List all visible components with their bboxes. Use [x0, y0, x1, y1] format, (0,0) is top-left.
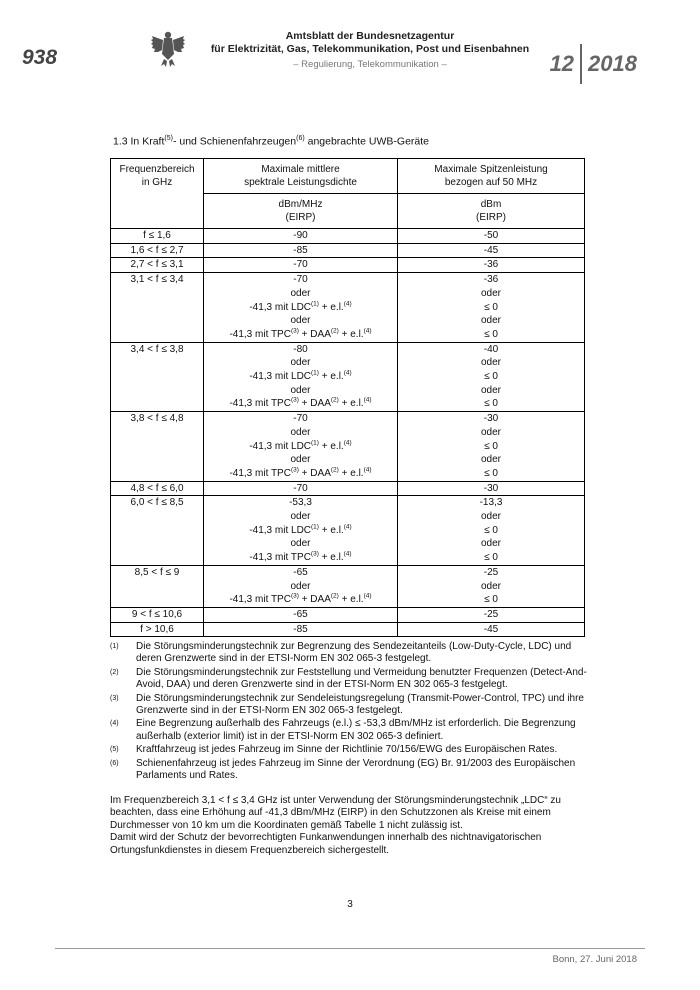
mean-power-line: -41,3 mit $LDC^{(1)} + e.l.^{(4)}$ [249, 439, 352, 452]
table-row [111, 622, 585, 637]
peak-power-line: -40 [483, 343, 499, 355]
peak-power-cell [398, 342, 585, 412]
mean-power-line: oder [290, 538, 311, 550]
footnote [110, 693, 590, 718]
mean-power-line: -70 [293, 274, 308, 286]
footnotes [110, 641, 590, 783]
mean-power-cell [204, 243, 398, 258]
frequency-cell: f > 10,6 [111, 622, 204, 637]
mean-power-line: -41,3 mit $LDC^{(1)} + e.l.^{(4)}$ [249, 523, 352, 536]
gazette-title: Amtsblatt der Bundesnetzagentur für Elektrizität, Gas, Telekommunikation, Post und Eisenbahnen [210, 30, 530, 55]
mean-power-line: -85 [293, 623, 308, 635]
peak-power-line: -25 [483, 608, 499, 620]
col-frequency-header: Frequenzbereich in GHz [111, 159, 204, 229]
uwb-limits-table [110, 158, 585, 637]
col-peak-header: Maximale Spitzenleistung bezogen auf 50 MHz [398, 159, 585, 194]
peak-power-line: ≤ 0 [484, 467, 498, 479]
mean-power-cell [204, 258, 398, 273]
footnote-marker: (6) [110, 759, 119, 767]
frequency-cell: 3,1 < f ≤ 3,4 [111, 273, 204, 343]
mean-power-line: -70 [293, 413, 308, 425]
mean-power-line: oder [290, 580, 311, 592]
issue-label [550, 44, 637, 84]
peak-power-cell [398, 243, 585, 258]
mean-power-line: -41,3 mit $TPC^{(3)} + DAA^{(2)} + e.l.^{(4)}$ [229, 592, 372, 606]
peak-power-line: -30 [483, 413, 499, 425]
mean-power-line: oder [290, 287, 311, 299]
footnote [110, 667, 590, 692]
table-row [111, 565, 585, 607]
mean-power-cell [204, 622, 398, 637]
peak-power-line: ≤ 0 [484, 594, 498, 606]
mean-power-line: -70 [293, 482, 308, 494]
peak-power-line: ≤ 0 [484, 301, 498, 313]
frequency-cell: f ≤ 1,6 [111, 229, 204, 244]
mean-power-cell [204, 273, 398, 343]
inner-page-number: 3 [347, 899, 353, 910]
peak-power-line: oder [480, 357, 501, 369]
frequency-cell: 1,6 < f ≤ 2,7 [111, 243, 204, 258]
mean-power-line: oder [290, 384, 311, 396]
mean-power-line: -41,3 mit $LDC^{(1)} + e.l.^{(4)}$ [249, 369, 352, 383]
footnote-marker: (1) [110, 643, 119, 650]
peak-power-line: -45 [483, 244, 499, 256]
peak-power-line: oder [480, 287, 501, 299]
frequency-cell: 3,8 < f ≤ 4,8 [111, 412, 204, 482]
mean-power-line: oder [290, 511, 311, 523]
peak-power-line: ≤ 0 [484, 371, 498, 383]
table-row [111, 258, 585, 273]
footnote-text: Die Störungsminderungstechnik zur Sendeleistungsregelung (Transmit-Power-Control, TPC) und ihre Grenzwerte sind in der ETSI-Norm EN 302 065-3 festgelegt. [136, 692, 584, 717]
frequency-cell: 3,4 < f ≤ 3,8 [111, 342, 204, 412]
page-number: 938 [22, 46, 58, 69]
mean-power-cell [204, 565, 398, 607]
footnote [110, 718, 590, 743]
body-paragraph [110, 795, 600, 857]
peak-power-line: -45 [483, 623, 499, 635]
peak-power-line: -13,3 [479, 497, 503, 509]
peak-power-cell [398, 496, 585, 566]
peak-power-cell [398, 412, 585, 482]
peak-power-cell [398, 565, 585, 607]
table-row [111, 229, 585, 244]
federal-eagle-icon [150, 30, 186, 68]
footnote-text: Die Störungsminderungstechnik zur Feststellung und Vermeidung benutzter Frequenzen (Detect-And-Avoid, DAA) und deren Grenzwerte sind in der ETSI-Norm EN 302 065-3 festgelegt. [136, 666, 587, 691]
mean-power-line: -85 [293, 244, 308, 256]
peak-power-line: oder [480, 426, 501, 438]
frequency-cell: 6,0 < f ≤ 8,5 [111, 496, 204, 566]
col-mean-unit: dBm/MHz (EIRP) [204, 194, 398, 229]
peak-power-line: -36 [483, 274, 499, 286]
mean-power-cell [204, 481, 398, 496]
table-row [111, 412, 585, 482]
footnote-text: Schienenfahrzeug ist jedes Fahrzeug im Sinne der Verordnung (EG) Br. 91/2003 des Europäischen Parlaments und Rates. [136, 757, 576, 782]
footnote [110, 758, 590, 783]
peak-power-cell [398, 481, 585, 496]
footer-date: Bonn, 27. Juni 2018 [552, 954, 637, 965]
peak-power-line: ≤ 0 [484, 398, 498, 410]
table-row [111, 243, 585, 258]
peak-power-line: oder [480, 538, 501, 550]
mean-power-line: oder [290, 426, 311, 438]
mean-power-line: oder [290, 454, 311, 466]
peak-power-line: ≤ 0 [484, 328, 498, 340]
peak-power-line: oder [480, 511, 501, 523]
peak-power-line: -30 [483, 482, 499, 494]
peak-power-line: ≤ 0 [484, 440, 498, 452]
paragraph-1: Im Frequenzbereich 3,1 < f ≤ 3,4 GHz ist unter Verwendung der Störungsminderungstechnik „LDC“ zu beachten, dass eine Erhöhung auf -41,3 dBm/MHz (EIRP) in den Schutzzonen als Kreise mit einem Durchmesser von 10 km um die Koordinaten gemäß Tabelle 1 nicht zulässig ist. [110, 795, 561, 831]
paragraph-2: Damit wird der Schutz der bevorrechtigten Funkanwendungen innerhalb des nichtnavigatorischen Ortungsfunkdienstes in diesem Frequenzbereich sichergestellt. [110, 832, 542, 856]
footer-divider [55, 948, 645, 949]
peak-power-cell [398, 273, 585, 343]
footnote-text: Kraftfahrzeug ist jedes Fahrzeug im Sinne der Richtlinie 70/156/EWG des Europäischen Rates. [136, 744, 558, 756]
mean-power-line: -41,3 mit $TPC^{(3)} + e.l.^{(4)}$ [249, 550, 352, 564]
mean-power-line: -53,3 [289, 497, 312, 509]
footnote-marker: (5) [110, 746, 119, 754]
issue-number: 12 [549, 51, 575, 76]
peak-power-line: ≤ 0 [484, 552, 498, 564]
frequency-cell: 8,5 < f ≤ 9 [111, 565, 204, 607]
peak-power-line: oder [480, 580, 501, 592]
mean-power-line: -41,3 mit $TPC^{(3)} + DAA^{(2)} + e.l.^{(4)}$ [229, 466, 372, 479]
table-body [111, 229, 585, 637]
mean-power-line: -80 [293, 343, 308, 355]
mean-power-line: -90 [293, 230, 308, 241]
col-mean-header: Maximale mittlere spektrale Leistungsdichte [204, 159, 398, 194]
table-row [111, 342, 585, 412]
peak-power-line: oder [480, 454, 501, 466]
col-peak-unit: dBm (EIRP) [398, 194, 585, 229]
mean-power-cell [204, 496, 398, 566]
mean-power-line: oder [290, 357, 311, 369]
peak-power-cell [398, 229, 585, 244]
footnote [110, 641, 590, 666]
section-title: 1.3 In Kraft$^{(5)}$- und Schienenfahrzeugen$^{(6)}$ angebrachte UWB-Geräte [113, 135, 429, 148]
footnote-marker: (2) [110, 668, 119, 676]
peak-power-cell [398, 607, 585, 622]
frequency-cell: 9 < f ≤ 10,6 [111, 607, 204, 622]
peak-power-line: oder [480, 384, 501, 396]
mean-power-line: -41,3 mit $TPC^{(3)} + DAA^{(2)} + e.l.^{(4)}$ [229, 397, 372, 410]
peak-power-line: ≤ 0 [484, 524, 498, 536]
table-row [111, 607, 585, 622]
peak-power-line: oder [480, 315, 501, 327]
mean-power-cell [204, 342, 398, 412]
footnote-text: Die Störungsminderungstechnik zur Begrenzung des Sendezeitanteils (Low-Duty-Cycle, LDC) und deren Grenzwerte sind in der ETSI-Norm EN 302 065-3 festgelegt. [136, 641, 572, 665]
mean-power-cell [204, 229, 398, 244]
frequency-cell: 4,8 < f ≤ 6,0 [111, 481, 204, 496]
footnote [110, 744, 590, 756]
table-row [111, 273, 585, 343]
footnote-text: Eine Begrenzung außerhalb des Fahrzeugs (e.l.) ≤ -53,3 dBm/MHz ist erforderlich. Die Begrenzung außerhalb (exterior limit) ist in der ETSI-Norm EN 302 065-3 definiert. [136, 718, 576, 742]
peak-power-line: -25 [483, 566, 499, 578]
footnote-marker: (4) [110, 720, 119, 728]
peak-power-cell [398, 258, 585, 273]
mean-power-line: oder [290, 315, 311, 327]
issue-divider [580, 44, 582, 84]
mean-power-line: -65 [293, 608, 308, 620]
table-row [111, 496, 585, 566]
peak-power-cell [398, 622, 585, 637]
footnote-marker: (3) [110, 694, 119, 702]
gazette-subtitle: – Regulierung, Telekommunikation – [293, 59, 447, 70]
peak-power-line: -36 [483, 259, 499, 271]
issue-year: 2018 [588, 51, 637, 76]
mean-power-line: -41,3 mit $TPC^{(3)} + DAA^{(2)} + e.l.^{(4)}$ [229, 327, 372, 340]
peak-power-line: -50 [483, 230, 499, 241]
mean-power-line: -70 [293, 259, 308, 271]
mean-power-line: -65 [293, 566, 308, 578]
mean-power-line: -41,3 mit $LDC^{(1)} + e.l.^{(4)}$ [249, 300, 352, 313]
table-row [111, 481, 585, 496]
mean-power-cell [204, 607, 398, 622]
frequency-cell: 2,7 < f ≤ 3,1 [111, 258, 204, 273]
mean-power-cell [204, 412, 398, 482]
